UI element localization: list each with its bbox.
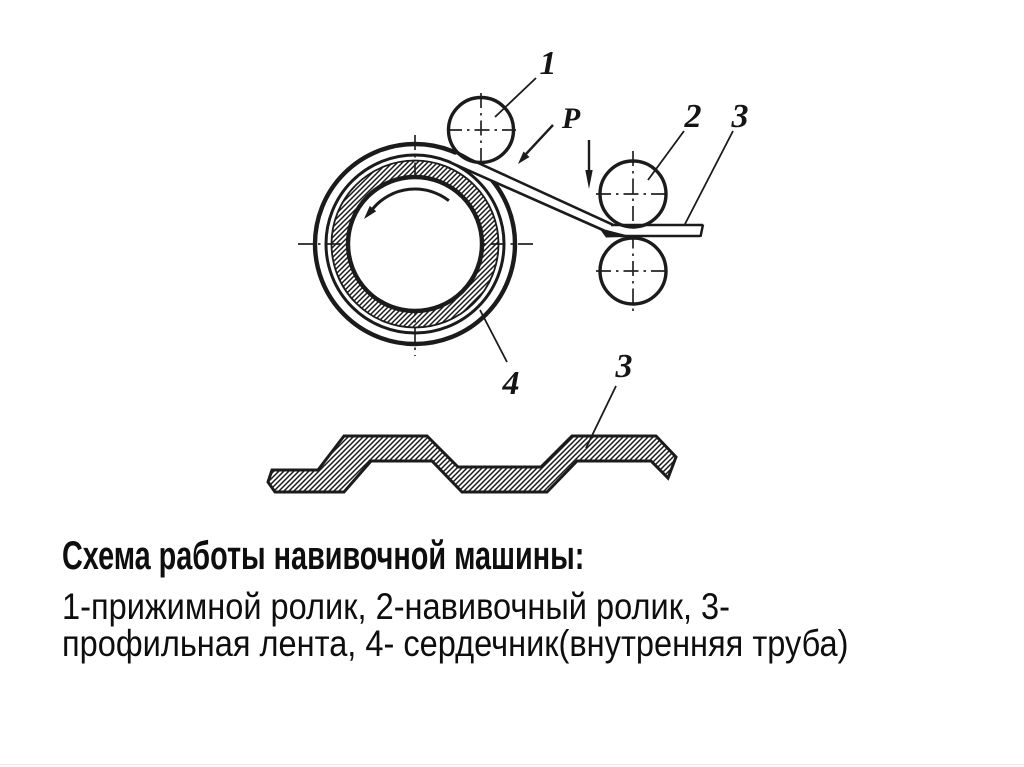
force-diagonal-arrow-line xyxy=(526,125,553,154)
label-force-p: P xyxy=(561,102,581,135)
label-pressure-roller: 1 xyxy=(539,45,557,82)
caption-title: Схема работы навивочной машины: xyxy=(62,534,585,578)
leader-1 xyxy=(495,78,536,117)
force-arrows xyxy=(518,125,593,189)
leader-2 xyxy=(648,131,684,180)
label-winding-roller: 2 xyxy=(684,98,702,135)
caption-body xyxy=(62,588,849,662)
label-profile-strip-section: 3 xyxy=(615,348,633,385)
label-profile-strip: 3 xyxy=(731,98,749,135)
leader-4 xyxy=(480,310,507,362)
caption-line-2: профильная лента, 4- сердечник(внутренняя труба) xyxy=(62,623,849,664)
diagram-labels xyxy=(502,45,749,402)
core-inner-wall xyxy=(348,177,482,311)
leader-3 xyxy=(685,131,733,224)
profile-strip-cross-section xyxy=(268,436,676,492)
corrugated-band xyxy=(268,436,676,492)
caption-line-1: 1-прижимной ролик, 2-навивочный ролик, 3- xyxy=(62,586,730,627)
force-vertical-arrowhead xyxy=(585,170,592,189)
label-core-tube: 4 xyxy=(502,365,520,402)
slide-bottom-border xyxy=(0,764,1024,765)
caption xyxy=(62,534,956,662)
